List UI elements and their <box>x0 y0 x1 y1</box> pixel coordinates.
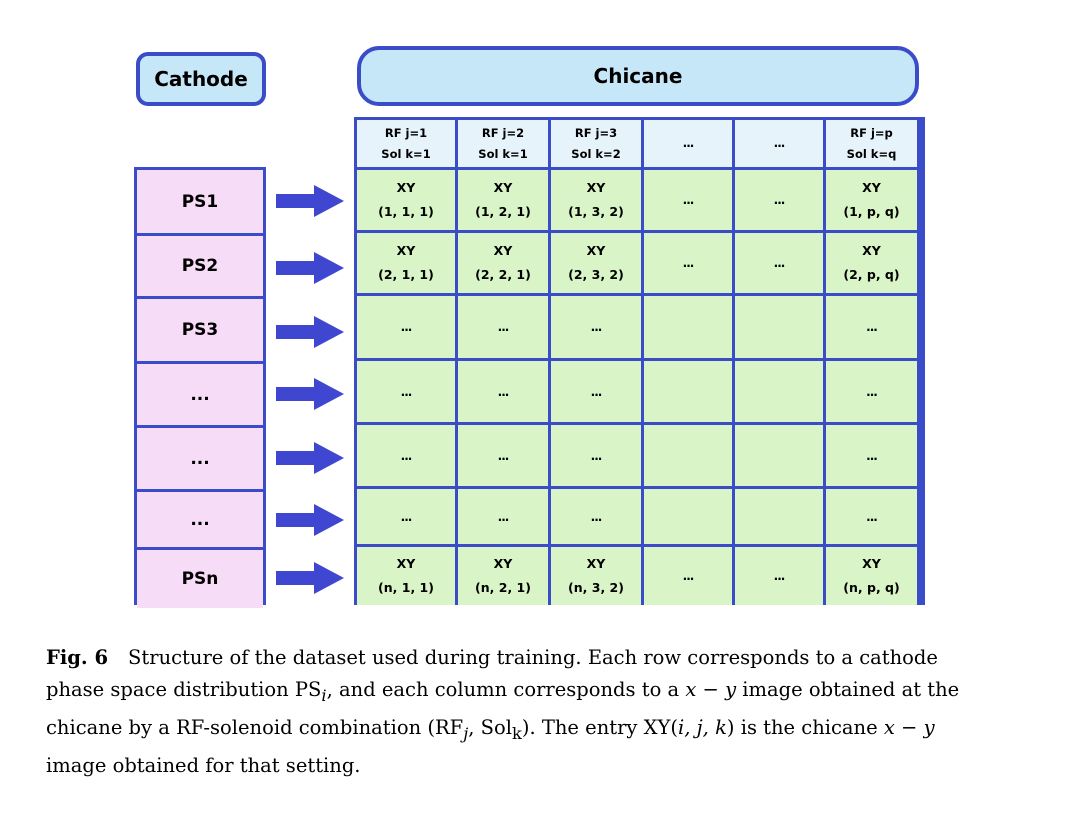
column-header <box>644 120 732 167</box>
grid-cell-title: ... <box>682 193 694 207</box>
column-header-sol: Sol k=1 <box>381 146 431 161</box>
grid-cell-index: (2, 3, 2) <box>568 267 624 282</box>
caption-line-3 <box>46 712 1040 750</box>
grid-cell <box>826 296 917 358</box>
column-header-rf: ... <box>773 136 785 150</box>
grid-cell <box>357 361 455 422</box>
caption-text-3c: ). The entry XY( <box>521 715 678 739</box>
grid-cell-index: (1, p, q) <box>843 204 900 219</box>
grid-cell-title: ... <box>497 320 509 334</box>
grid-cell-title: XY <box>862 243 881 258</box>
grid-cell <box>735 425 823 486</box>
cathode-cell <box>137 428 263 489</box>
dataset-grid <box>354 117 925 605</box>
grid-cell <box>826 233 917 293</box>
grid-cell <box>357 296 455 358</box>
grid-cell-title: ... <box>773 569 785 583</box>
column-header <box>826 120 917 167</box>
cathode-header-label: Cathode <box>154 67 248 91</box>
grid-cell <box>357 425 455 486</box>
grid-cell <box>826 425 917 486</box>
column-header <box>735 120 823 167</box>
grid-cell <box>644 425 732 486</box>
cathode-cell <box>137 299 263 361</box>
column-header-sol: Sol k=1 <box>478 146 528 161</box>
caption-math-2: x − y <box>685 678 737 701</box>
grid-cell-title: XY <box>586 180 606 195</box>
grid-cell <box>735 489 823 544</box>
grid-cell-title: ... <box>400 509 412 524</box>
cathode-cell-label: ... <box>190 509 210 530</box>
right-arrow-icon <box>274 183 346 219</box>
grid-cell-title: ... <box>497 448 509 463</box>
grid-cell <box>644 547 732 605</box>
right-arrow-icon <box>274 502 346 538</box>
grid-cell-title: ... <box>497 384 509 399</box>
grid-cell-title: XY <box>493 180 513 195</box>
grid-cell <box>826 489 917 544</box>
cathode-cell-label: PSn <box>181 569 219 589</box>
grid-cell <box>357 489 455 544</box>
right-arrow-icon <box>274 314 346 350</box>
grid-cell-index: (1, 2, 1) <box>475 204 531 219</box>
grid-cell-title: XY <box>586 243 606 258</box>
grid-cell <box>458 296 548 358</box>
right-arrow-icon <box>274 560 346 596</box>
grid-cell <box>735 296 823 358</box>
grid-cell-title: XY <box>493 556 513 571</box>
column-header-rf: RF j=3 <box>574 125 618 140</box>
grid-cell-index: (1, 1, 1) <box>378 204 434 219</box>
cathode-column <box>134 167 266 605</box>
caption-text-3a: chicane by a RF-solenoid combination (RF <box>46 715 464 739</box>
grid-cell-title: XY <box>862 556 881 571</box>
caption-text-4: image obtained for that setting. <box>46 753 361 777</box>
grid-cell-title: ... <box>682 569 694 583</box>
column-header-rf: RF j=2 <box>481 125 525 140</box>
caption-text-3b: , Sol <box>468 715 512 739</box>
column-header-sol: Sol k=q <box>846 146 897 161</box>
grid-cell <box>735 233 823 293</box>
caption-sub-i: i <box>321 685 327 705</box>
cathode-cell <box>137 550 263 608</box>
grid-cell-title: ... <box>866 384 877 399</box>
right-arrow-icon <box>274 376 346 412</box>
grid-cell-index: (1, 3, 2) <box>568 204 624 219</box>
grid-cell-title: ... <box>400 384 412 399</box>
grid-cell-title: ... <box>866 448 877 463</box>
caption-text-1: Structure of the dataset used during training. Each row corresponds to a cathode <box>128 646 938 669</box>
right-arrow-icon <box>274 250 346 286</box>
chicane-header-label: Chicane <box>593 64 683 88</box>
grid-cell <box>551 547 641 605</box>
caption-text-2b: , and each column corresponds to a <box>326 678 686 701</box>
grid-cell-index: (2, 1, 1) <box>378 267 434 282</box>
grid-cell <box>458 425 548 486</box>
grid-cell-title: XY <box>586 556 606 571</box>
grid-cell-title: XY <box>862 180 881 195</box>
grid-cell <box>458 170 548 230</box>
caption-sub-j: j <box>463 723 469 743</box>
grid-cell-title: ... <box>497 509 509 524</box>
grid-cell-title: ... <box>773 193 785 207</box>
caption-math-3: x − y <box>883 715 935 739</box>
grid-cell-title: ... <box>866 509 877 524</box>
grid-cell-title: ... <box>682 256 694 270</box>
grid-cell <box>644 489 732 544</box>
figure-caption <box>46 642 1040 782</box>
column-header-sol: Sol k=2 <box>571 146 621 161</box>
cathode-cell <box>137 236 263 296</box>
grid-cell-index: (2, p, q) <box>843 267 900 282</box>
caption-line-2 <box>46 674 1040 712</box>
grid-cell-title: XY <box>396 180 416 195</box>
grid-cell-title: ... <box>400 448 412 463</box>
grid-cell-index: (n, p, q) <box>843 580 900 595</box>
caption-sub-k: k <box>511 723 522 743</box>
grid-cell-title: XY <box>396 243 416 258</box>
caption-text-2a: phase space distribution PS <box>46 678 322 701</box>
cathode-cell-label: ... <box>190 384 210 405</box>
caption-label: Fig. 6 <box>46 646 109 669</box>
column-header-rf: ... <box>682 136 694 150</box>
grid-cell-title: ... <box>866 320 877 334</box>
grid-cell-index: (2, 2, 1) <box>475 267 531 282</box>
grid-cell <box>458 489 548 544</box>
column-header <box>551 120 641 167</box>
grid-cell <box>458 233 548 293</box>
cathode-cell <box>137 364 263 425</box>
grid-cell-index: (n, 1, 1) <box>378 580 434 595</box>
caption-args: i, j, k <box>678 715 727 739</box>
cathode-cell-label: PS2 <box>181 256 219 276</box>
grid-cell-title: XY <box>493 243 513 258</box>
grid-cell-title: ... <box>773 256 785 270</box>
grid-cell <box>644 296 732 358</box>
grid-cell-title: ... <box>400 320 412 334</box>
grid-cell <box>551 489 641 544</box>
cathode-cell <box>137 170 263 233</box>
cathode-cell-label: ... <box>190 448 210 469</box>
grid-cell <box>826 170 917 230</box>
grid-cell <box>357 170 455 230</box>
cathode-header <box>136 52 266 106</box>
caption-line-1 <box>46 642 1040 674</box>
grid-cell-index: (n, 3, 2) <box>568 580 624 595</box>
grid-cell <box>357 233 455 293</box>
grid-cell <box>551 425 641 486</box>
grid-cell <box>458 547 548 605</box>
grid-cell <box>826 361 917 422</box>
grid-cell <box>735 361 823 422</box>
cathode-cell <box>137 492 263 547</box>
right-arrow-icon <box>274 440 346 476</box>
cathode-cell-label: PS3 <box>181 320 219 340</box>
grid-cell <box>551 170 641 230</box>
caption-line-4 <box>46 750 1040 782</box>
caption-text-2c: image obtained at the <box>736 678 960 701</box>
caption-text-3d: ) is the chicane <box>726 715 884 739</box>
column-header <box>357 120 455 167</box>
grid-cell <box>644 170 732 230</box>
grid-cell <box>735 547 823 605</box>
grid-cell-title: ... <box>590 384 602 399</box>
grid-cell-title: ... <box>590 509 602 524</box>
grid-cell <box>551 296 641 358</box>
grid-cell-title: XY <box>396 556 416 571</box>
grid-cell <box>458 361 548 422</box>
cathode-cell-label: PS1 <box>181 191 219 212</box>
grid-cell <box>735 170 823 230</box>
grid-cell-index: (n, 2, 1) <box>475 580 531 595</box>
column-header-rf: RF j=1 <box>384 125 428 140</box>
chicane-header <box>357 46 919 106</box>
grid-cell <box>644 233 732 293</box>
grid-cell <box>551 233 641 293</box>
grid-cell <box>644 361 732 422</box>
grid-cell <box>357 547 455 605</box>
column-header-rf: RF j=p <box>850 125 893 140</box>
grid-cell <box>826 547 917 605</box>
grid-cell-title: ... <box>590 448 602 463</box>
grid-cell <box>551 361 641 422</box>
grid-cell-title: ... <box>590 320 602 334</box>
column-header <box>458 120 548 167</box>
